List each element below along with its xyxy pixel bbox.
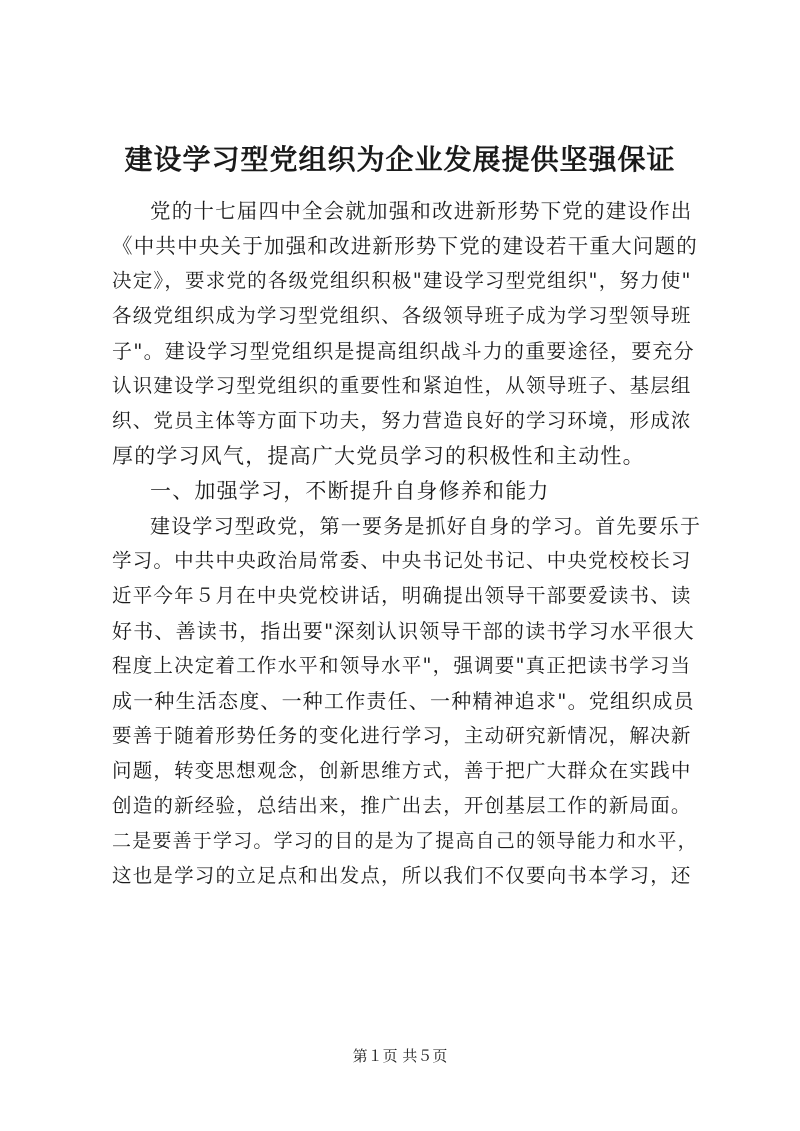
paragraph-line: 建设学习型政党，第一要务是抓好自身的学习。首先要乐于 <box>150 514 702 538</box>
paragraph-line: 要善于随着形势任务的变化进行学习，主动研究新情况，解决新 <box>112 724 692 747</box>
paragraph-line: 各级党组织成为学习型党组织、各级领导班子成为学习型领导班 <box>112 304 692 327</box>
paragraph-line: 认识建设学习型党组织的重要性和紧迫性，从领导班子、基层组 <box>112 374 692 397</box>
paragraph-line: 《中共中央关于加强和改进新形势下党的建设若干重大问题的 <box>112 234 698 258</box>
paragraph-line: 近平今年５月在中央党校讲话，明确提出领导干部要爱读书、读 <box>112 584 692 607</box>
section-heading: 一、加强学习，不断提升自身修养和能力 <box>150 479 550 503</box>
paragraph-line: 创造的新经验，总结出来，推广出去，开创基层工作的新局面。 <box>112 794 692 817</box>
paragraph-line: 二是要善于学习。学习的目的是为了提高自己的领导能力和水平， <box>112 830 698 852</box>
paragraph-line: 好书、善读书，指出要"深刻认识领导干部的读书学习水平很大 <box>112 619 695 643</box>
paragraph-line: 成一种生活态度、一种工作责任、一种精神追求"。党组织成员 <box>112 689 695 713</box>
paragraph-line: 厚的学习风气，提高广大党员学习的积极性和主动性。 <box>112 444 645 468</box>
paragraph-line: 党的十七届四中全会就加强和改进新形势下党的建设作出 <box>150 199 693 223</box>
paragraph-line: 织、党员主体等方面下功夫，努力营造良好的学习环境，形成浓 <box>112 409 692 432</box>
paragraph-line: 决定》，要求党的各级党组织积极"建设学习型党组织"，努力使" <box>112 269 692 292</box>
paragraph-line: 问题，转变思想观念，创新思维方式，善于把广大群众在实践中 <box>112 759 692 782</box>
document-title: 建设学习型党组织为企业发展提供坚强保证 <box>124 143 676 176</box>
paragraph-line: 子"。建设学习型党组织是提高组织战斗力的重要途径，要充分 <box>112 339 695 363</box>
paragraph-line: 这也是学习的立足点和出发点，所以我们不仅要向书本学习，还 <box>112 864 692 887</box>
paragraph-line: 学习。中共中央政治局常委、中央书记处书记、中央党校校长习 <box>112 549 692 572</box>
paragraph-line: 程度上决定着工作水平和领导水平"，强调要"真正把读书学习当 <box>112 654 692 677</box>
page-footer: 第１页 共５页 <box>352 1047 448 1065</box>
